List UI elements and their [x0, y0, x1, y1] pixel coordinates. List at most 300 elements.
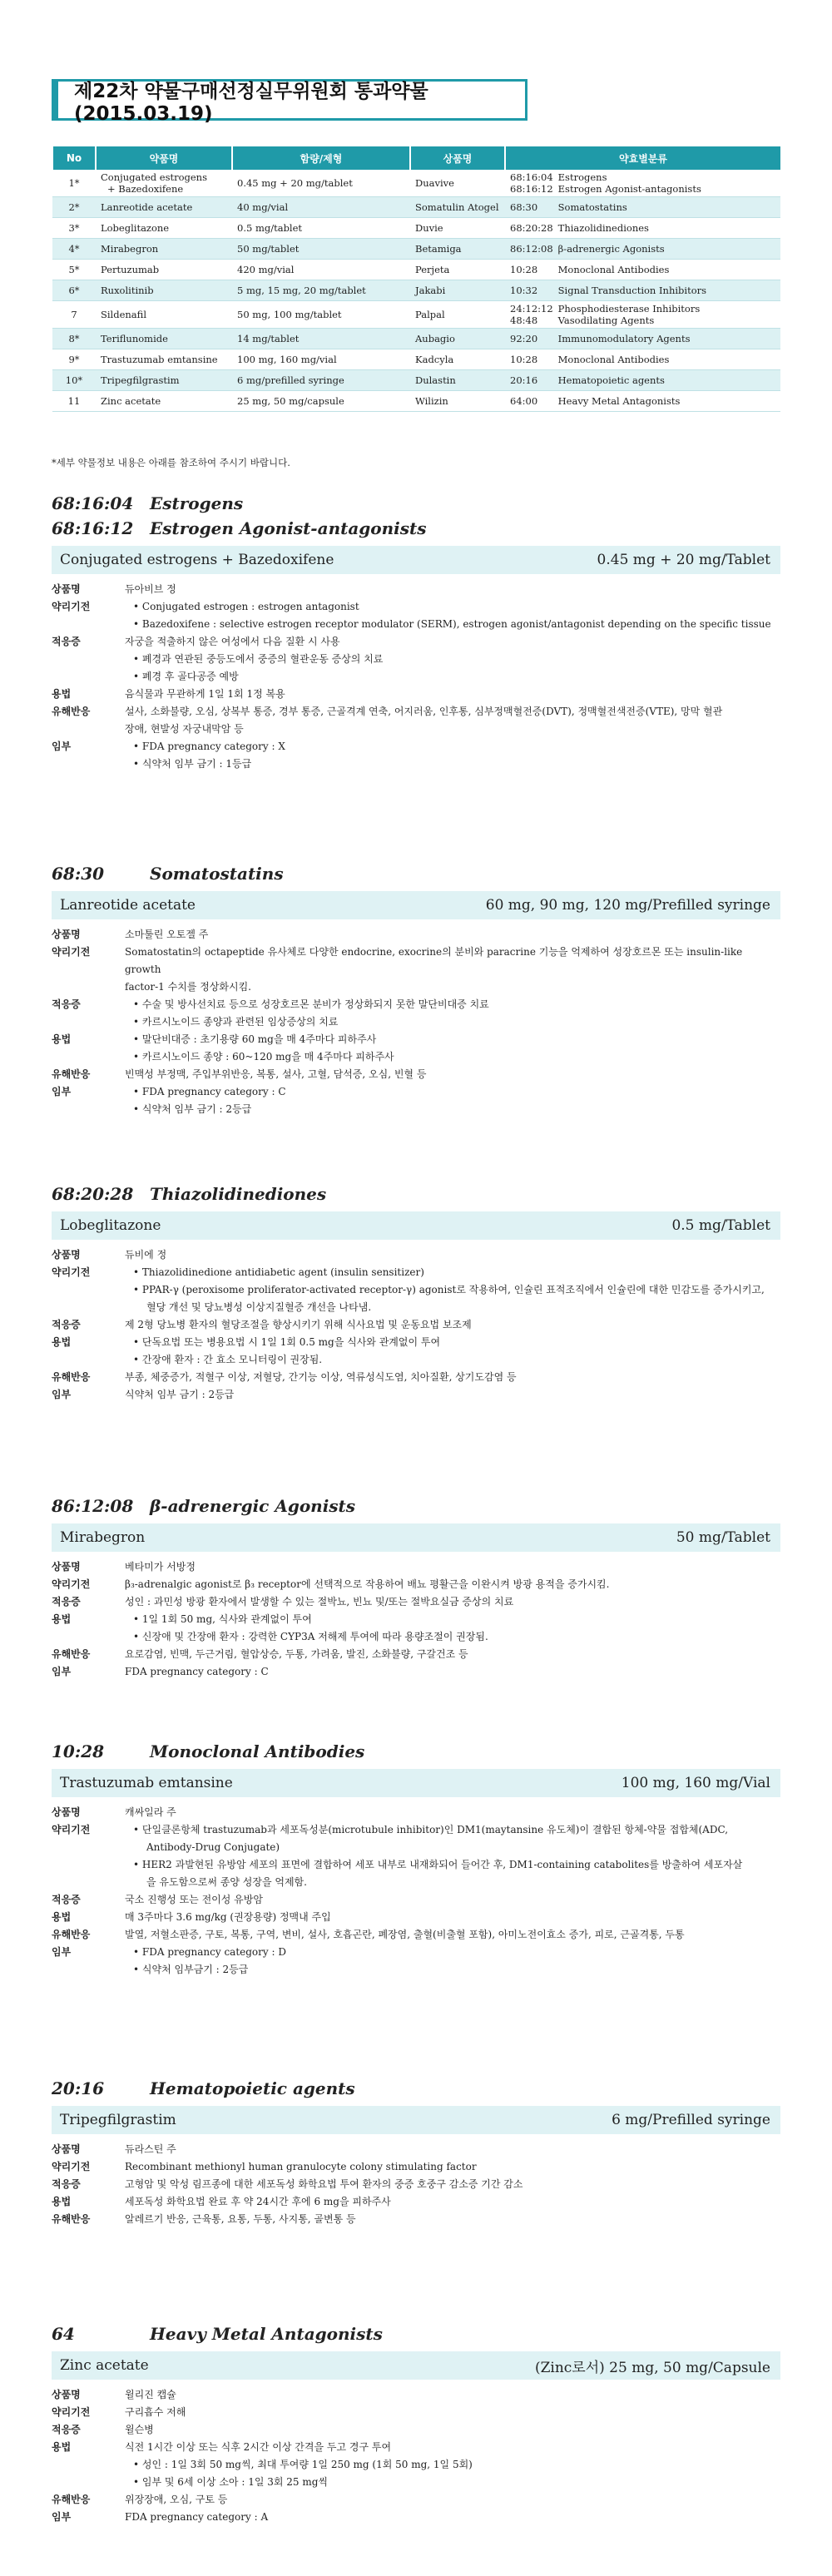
info-value [125, 1031, 780, 1066]
class-name: Monoclonal Antibodies [150, 1741, 365, 1761]
cell-strength: 0.45 mg + 20 mg/tablet [232, 170, 410, 197]
cell-class-name [553, 170, 780, 197]
drug-section [52, 1739, 780, 1979]
cell-brand: Jakabi [410, 280, 505, 301]
class-code: 48:48 [510, 315, 538, 326]
cell-brand: Duvie [410, 218, 505, 239]
info-row [52, 1944, 780, 1979]
info-line: 장애, 현발성 자궁내막암 등 [125, 723, 244, 735]
info-value [125, 1909, 780, 1926]
info-row [52, 1891, 780, 1909]
drug-name-line: Conjugated estrogens [101, 171, 207, 183]
drug-strength: (Zinc로서) 25 mg, 50 mg/Capsule [534, 2359, 770, 2376]
info-row [52, 1646, 780, 1663]
info-value [125, 1264, 780, 1316]
cell-brand: Palpal [410, 301, 505, 329]
info-label: 임부 [52, 1086, 72, 1097]
table-row [52, 301, 780, 329]
drug-name: Mirabegron [60, 1529, 146, 1546]
table-row [52, 260, 780, 280]
class-name: Monoclonal Antibodies [557, 354, 670, 365]
info-value [125, 1804, 780, 1821]
cell-class-code [505, 239, 553, 260]
info-line: 음식물과 무관하게 1일 1회 1정 복용 [125, 688, 285, 700]
info-label: 용법 [52, 688, 72, 700]
cell-drug-name [96, 218, 232, 239]
info-label: 약리기전 [52, 601, 91, 612]
cell-brand: Duavive [410, 170, 505, 197]
table-header-cell: 약품명 [96, 146, 232, 170]
info-line: 설사, 소화불량, 오심, 상복부 통증, 경부 통증, 근골격계 연축, 어지러움, 인후통, 심부정맥혈전증(DVT), 정맥혈전색전증(VTE), 망막 혈관 [125, 706, 723, 717]
section-heading [52, 861, 780, 886]
cell-no: 1* [52, 170, 96, 197]
info-value [125, 2491, 780, 2509]
drug-section [52, 1494, 780, 1681]
drug-section [52, 1181, 780, 1404]
table-row [52, 349, 780, 370]
section-heading [52, 491, 780, 516]
table-row [52, 370, 780, 391]
cell-no: 7 [52, 301, 96, 329]
info-label: 유해반응 [52, 1648, 91, 1660]
info-row [52, 581, 780, 598]
info-line: • 식약처 임부금기 : 2등급 [133, 1964, 249, 1975]
class-name: Somatostatins [150, 864, 284, 884]
drug-name-line: Trastuzumab emtansine [101, 354, 218, 365]
info-line: • 간장애 환자 : 간 효소 모니터링이 권장됨. [133, 1354, 323, 1365]
table-row [52, 280, 780, 301]
drug-bar [52, 1211, 780, 1240]
table-body [52, 170, 780, 412]
drug-name: Lobeglitazone [60, 1217, 161, 1234]
info-value [125, 1646, 780, 1663]
info-label: 약리기전 [52, 1578, 91, 1590]
cell-no: 11 [52, 391, 96, 412]
drug-section [52, 2321, 780, 2526]
cell-class-code [505, 197, 553, 218]
info-line: Recombinant methionyl human granulocyte colony stimulating factor [125, 2161, 477, 2172]
class-code: 10:28 [510, 264, 538, 275]
drug-name-line: Zinc acetate [101, 395, 161, 407]
info-label: 유해반응 [52, 2494, 91, 2505]
info-value [125, 2176, 780, 2193]
info-label: 용법 [52, 2441, 72, 2453]
info-line: • 폐경 후 골다공증 예방 [133, 671, 239, 682]
class-name: Hematopoietic agents [150, 2078, 355, 2098]
info-label: 상품명 [52, 583, 81, 595]
info-line: 듀비에 정 [125, 1249, 167, 1261]
info-label: 임부 [52, 1946, 72, 1958]
info-value [125, 1611, 780, 1646]
info-line: • 임부 및 6세 이상 소아 : 1일 3회 25 mg씩 [133, 2476, 329, 2488]
info-line: 세포독성 화학요법 완료 후 약 24시간 후에 6 mg을 피하주사 [125, 2196, 391, 2207]
cell-class-code [505, 218, 553, 239]
info-value [125, 926, 780, 944]
class-name: Somatostatins [557, 201, 627, 213]
cell-class-name [553, 391, 780, 412]
class-name: Thiazolidinediones [150, 1184, 327, 1204]
info-value [125, 2439, 780, 2491]
info-value [125, 944, 780, 996]
class-name: Vasodilating Agents [557, 315, 655, 326]
cell-class-name [553, 370, 780, 391]
info-label: 유해반응 [52, 706, 91, 717]
class-code: 24:12:12 [510, 303, 553, 315]
info-label: 상품명 [52, 2389, 81, 2400]
info-line: • 카르시노이드 종양과 관련된 임상증상의 치료 [133, 1016, 339, 1028]
cell-class-code [505, 391, 553, 412]
info-value [125, 1891, 780, 1909]
drug-section [52, 861, 780, 1118]
info-row [52, 1821, 780, 1891]
class-name: Hematopoietic agents [557, 374, 665, 386]
info-line: • FDA pregnancy category : D [133, 1946, 286, 1958]
class-code: 68:16:04 [510, 171, 553, 183]
info-value [125, 2141, 780, 2158]
cell-class-name [553, 280, 780, 301]
info-line: 고형암 및 악성 림프종에 대한 세포독성 화학요법 투여 환자의 중증 호중구 감소증 기간 감소 [125, 2178, 523, 2190]
class-code: 92:20 [510, 333, 538, 344]
info-line: • 단일클론항체 trastuzumab과 세포독성분(microtubule inhibitor)인 DM1(maytansine 유도체)이 결합된 항체-약물 접합체(ADC, [133, 1824, 729, 1835]
drug-name: Lanreotide acetate [60, 897, 196, 914]
info-line: • 1일 1회 50 mg, 식사와 관계없이 투여 [133, 1613, 312, 1625]
info-row [52, 2176, 780, 2193]
info-line: Somatostatin의 octapeptide 유사체로 다양한 endocrine, exocrine의 분비와 paracrine 기능을 억제하여 성장호르몬 또는 insulin-like growth [125, 946, 743, 975]
section-heading [52, 2321, 780, 2346]
info-label: 상품명 [52, 929, 81, 940]
info-label: 임부 [52, 2511, 72, 2523]
class-name: Heavy Metal Antagonists [557, 395, 681, 407]
cell-strength: 100 mg, 160 mg/vial [232, 349, 410, 370]
cell-class-name [553, 301, 780, 329]
info-row [52, 926, 780, 944]
info-line: 윌슨병 [125, 2424, 154, 2435]
info-line: • 성인 : 1일 3회 50 mg씩, 최대 투여량 1일 250 mg (1회 50 mg, 1일 5회) [133, 2459, 473, 2470]
class-name: Heavy Metal Antagonists [150, 2324, 383, 2344]
table-row [52, 329, 780, 349]
cell-no: 4* [52, 239, 96, 260]
info-label: 약리기전 [52, 946, 91, 958]
info-row [52, 2158, 780, 2176]
cell-class-code [505, 349, 553, 370]
cell-drug-name [96, 329, 232, 349]
info-line: • 식약처 임부 금기 : 2등급 [133, 1103, 252, 1115]
info-row [52, 1804, 780, 1821]
info-value [125, 1558, 780, 1576]
info-value [125, 1386, 780, 1404]
info-value [125, 2193, 780, 2211]
drug-section [52, 2076, 780, 2228]
drug-bar [52, 546, 780, 574]
info-label: 용법 [52, 1911, 72, 1923]
info-row [52, 2193, 780, 2211]
class-code: 68:16:12 [52, 518, 134, 538]
info-label: 임부 [52, 741, 72, 752]
cell-no: 6* [52, 280, 96, 301]
class-name: Signal Transduction Inhibitors [557, 285, 707, 296]
info-row [52, 1083, 780, 1118]
cell-no: 8* [52, 329, 96, 349]
info-line: • 신장애 및 간장애 환자 : 강력한 CYP3A 저해제 투여에 따라 용량조절이 권장됨. [133, 1631, 488, 1642]
drug-strength: 100 mg, 160 mg/Vial [621, 1775, 770, 1791]
drug-bar [52, 2351, 780, 2380]
info-row [52, 996, 780, 1031]
info-row [52, 686, 780, 703]
drug-name: Zinc acetate [60, 2357, 149, 2374]
info-row [52, 1558, 780, 1576]
cell-no: 2* [52, 197, 96, 218]
info-row [52, 1576, 780, 1593]
drug-name-line: Pertuzumab [101, 264, 160, 275]
info-value [125, 2211, 780, 2228]
info-value [125, 633, 780, 686]
info-line: • 폐경과 연관된 중등도에서 중증의 혈관운동 증상의 치료 [133, 653, 384, 665]
info-line: 부종, 체중증가, 적혈구 이상, 저혈당, 간기능 이상, 역류성식도염, 치아질환, 상기도감염 등 [125, 1371, 517, 1383]
cell-drug-name [96, 170, 232, 197]
class-code: 20:16 [510, 374, 538, 386]
info-row [52, 1246, 780, 1264]
drug-name: Conjugated estrogens + Bazedoxifene [60, 552, 334, 568]
info-value [125, 703, 780, 738]
info-row [52, 2211, 780, 2228]
info-value [125, 996, 780, 1031]
cell-strength: 14 mg/tablet [232, 329, 410, 349]
info-line: • 말단비대증 : 초기용량 60 mg을 매 4주마다 피하주사 [133, 1033, 377, 1045]
info-line: 자궁을 적출하지 않은 여성에서 다음 질환 시 사용 [125, 636, 340, 647]
table-row [52, 239, 780, 260]
info-line: β₃-adrenalgic agonist로 β₃ receptor에 선택적으로 작용하여 배뇨 평활근을 이완시켜 방광 용적을 증가시킴. [125, 1578, 610, 1590]
section-heading [52, 2076, 780, 2101]
info-line: 캐싸일라 주 [125, 1806, 176, 1818]
info-line: • Thiazolidinedione antidiabetic agent (insulin sensitizer) [133, 1266, 424, 1278]
info-line: 발열, 저혈소판증, 구토, 복통, 구역, 변비, 설사, 호흡곤란, 폐장염, 출혈(비출혈 포함), 아미노전이효소 증가, 피로, 근골격통, 두통 [125, 1929, 685, 1940]
info-line: • 단독요법 또는 병용요법 시 1일 1회 0.5 mg을 식사와 관계없이 투여 [133, 1336, 441, 1348]
info-value [125, 598, 780, 633]
info-label: 용법 [52, 1613, 72, 1625]
cell-class-code [505, 370, 553, 391]
info-row [52, 2439, 780, 2491]
info-row [52, 2386, 780, 2404]
info-line: • Conjugated estrogen : estrogen antagonist [133, 601, 359, 612]
drug-name-line: Ruxolitinib [101, 285, 154, 296]
cell-class-name [553, 239, 780, 260]
drug-strength: 50 mg/Tablet [676, 1529, 770, 1546]
cell-drug-name [96, 197, 232, 218]
drug-name-line: Teriflunomide [101, 333, 168, 344]
info-row [52, 1369, 780, 1386]
cell-class-name [553, 218, 780, 239]
info-line: • HER2 과발현된 유방암 세포의 표면에 결합하여 세포 내부로 내재화되어 들어간 후, DM1-containing catabolites를 방출하여 세포자살 [133, 1859, 743, 1870]
page-title: 제22차 약물구매선정실무위원회 통과약물 (2015.03.19) [74, 80, 428, 125]
cell-brand: Aubagio [410, 329, 505, 349]
info-label: 유해반응 [52, 1068, 91, 1080]
info-value [125, 1246, 780, 1264]
cell-strength: 40 mg/vial [232, 197, 410, 218]
page-title-box [52, 79, 527, 125]
info-label: 약리기전 [52, 2406, 91, 2418]
cell-brand: Kadcyla [410, 349, 505, 370]
info-row [52, 1386, 780, 1404]
cell-strength: 0.5 mg/tablet [232, 218, 410, 239]
info-line: • 식약처 임부 금기 : 1등급 [133, 758, 252, 770]
cell-drug-name [96, 260, 232, 280]
class-code: 20:16 [52, 2078, 105, 2098]
info-value [125, 1944, 780, 1979]
info-row [52, 1066, 780, 1083]
class-code: 86:12:08 [510, 243, 553, 255]
table-header-cell: No [52, 146, 96, 170]
info-value [125, 1593, 780, 1611]
info-line: • 수술 및 방사선치료 등으로 성장호르몬 분비가 정상화되지 못한 말단비대증 치료 [133, 998, 489, 1010]
cell-no: 3* [52, 218, 96, 239]
info-value [125, 1576, 780, 1593]
class-code: 10:28 [52, 1741, 105, 1761]
info-line: 듀라스틴 주 [125, 2143, 176, 2155]
info-line: 식약처 임부 금기 : 2등급 [125, 1389, 235, 1400]
info-value [125, 686, 780, 703]
info-line: • 카르시노이드 종양 : 60~120 mg을 매 4주마다 피하주사 [133, 1051, 394, 1063]
info-line: 혈당 개선 및 당뇨병성 이상지질혈증 개선을 나타냄. [146, 1301, 372, 1313]
class-name: Phosphodiesterase Inhibitors [557, 303, 701, 315]
info-line: factor-1 수치를 정상화시킴. [125, 981, 251, 993]
info-label: 약리기전 [52, 1824, 91, 1835]
drug-name-line: Lanreotide acetate [101, 201, 193, 213]
info-label: 적응증 [52, 1319, 81, 1330]
info-row [52, 1909, 780, 1926]
cell-drug-name [96, 301, 232, 329]
cell-drug-name [96, 370, 232, 391]
cell-no: 5* [52, 260, 96, 280]
info-line: • PPAR-γ (peroxisome proliferator-activated receptor-γ) agonist로 작용하여, 인슐린 표적조직에서 인슐린에 대한 민감도를 증가시키고, [133, 1284, 765, 1295]
class-name: Immunomodulatory Agents [557, 333, 691, 344]
info-row [52, 2421, 780, 2439]
cell-no: 10* [52, 370, 96, 391]
info-row [52, 1031, 780, 1066]
info-row [52, 2404, 780, 2421]
info-label: 유해반응 [52, 1371, 91, 1383]
info-line: 알레르기 반응, 근육통, 요통, 두통, 사지통, 골변통 등 [125, 2213, 356, 2225]
info-label: 유해반응 [52, 1929, 91, 1940]
class-name: Estrogens [557, 171, 607, 183]
info-value [125, 2386, 780, 2404]
info-line: FDA pregnancy category : A [125, 2511, 269, 2523]
class-code: 64:00 [510, 395, 538, 407]
drug-name-line: Lobeglitazone [101, 222, 170, 234]
cell-drug-name [96, 349, 232, 370]
info-row [52, 944, 780, 996]
info-label: 약리기전 [52, 1266, 91, 1278]
footnote: *세부 약물정보 내용은 아래를 참조하여 주시기 바랍니다. [52, 457, 290, 468]
drug-name: Trastuzumab emtansine [60, 1775, 233, 1791]
info-value [125, 1926, 780, 1944]
info-label: 약리기전 [52, 2161, 91, 2172]
info-value [125, 2404, 780, 2421]
table-header-cell: 함량/제형 [232, 146, 410, 170]
info-label: 상품명 [52, 2143, 81, 2155]
cell-drug-name [96, 280, 232, 301]
info-row [52, 1593, 780, 1611]
summary-table [52, 146, 780, 412]
drug-bar [52, 2106, 780, 2134]
class-code: 68:30 [52, 864, 105, 884]
class-code: 68:16:12 [510, 183, 553, 195]
info-line: FDA pregnancy category : C [125, 1666, 269, 1677]
info-row [52, 1264, 780, 1316]
info-value [125, 738, 780, 773]
cell-strength: 25 mg, 50 mg/capsule [232, 391, 410, 412]
info-value [125, 2509, 780, 2526]
cell-class-name [553, 197, 780, 218]
info-value [125, 2421, 780, 2439]
class-code: 10:28 [510, 354, 538, 365]
table-header-row [52, 146, 780, 170]
drug-strength: 6 mg/Prefilled syringe [612, 2112, 770, 2128]
table-row [52, 218, 780, 239]
drug-strength: 0.5 mg/Tablet [671, 1217, 770, 1234]
class-name: Estrogen Agonist-antagonists [150, 518, 427, 538]
class-code: 68:30 [510, 201, 538, 213]
info-line: 구리흡수 저해 [125, 2406, 186, 2418]
cell-brand: Somatulin Atogel [410, 197, 505, 218]
info-line: 국소 진행성 또는 전이성 유방암 [125, 1894, 263, 1905]
info-label: 적응증 [52, 2178, 81, 2190]
info-value [125, 1334, 780, 1369]
info-row [52, 1316, 780, 1334]
class-name: Estrogens [150, 493, 244, 513]
info-row [52, 2141, 780, 2158]
info-value [125, 1821, 780, 1891]
class-name: Monoclonal Antibodies [557, 264, 670, 275]
cell-class-name [553, 349, 780, 370]
info-line: 성인 : 과민성 방광 환자에서 발생할 수 있는 절박뇨, 빈뇨 및/또는 절박요실금 증상의 치료 [125, 1596, 514, 1608]
info-line: 윌리진 캡슐 [125, 2389, 176, 2400]
info-line: • Bazedoxifene : selective estrogen receptor modulator (SERM), estrogen agonist/antagonist depending on the specific tissue [133, 618, 771, 630]
class-code: 10:32 [510, 285, 538, 296]
table-header-cell: 상품명 [410, 146, 505, 170]
drug-name: Tripegfilgrastim [60, 2112, 176, 2128]
drug-name-line: Mirabegron [101, 243, 159, 255]
info-line: 베타미가 서방정 [125, 1561, 196, 1573]
info-value [125, 1066, 780, 1083]
info-row [52, 633, 780, 686]
info-row [52, 1334, 780, 1369]
class-name: β-adrenergic Agonists [150, 1496, 356, 1516]
class-code: 68:20:28 [52, 1184, 134, 1204]
info-label: 상품명 [52, 1249, 81, 1261]
cell-strength: 50 mg/tablet [232, 239, 410, 260]
cell-class-code [505, 329, 553, 349]
info-value [125, 581, 780, 598]
section-heading [52, 1494, 780, 1518]
info-row [52, 2509, 780, 2526]
info-label: 상품명 [52, 1561, 81, 1573]
table-row [52, 197, 780, 218]
table-header-cell: 약효별분류 [505, 146, 780, 170]
drug-name-line: + Bazedoxifene [107, 183, 184, 195]
cell-class-name [553, 260, 780, 280]
cell-strength: 50 mg, 100 mg/tablet [232, 301, 410, 329]
cell-drug-name [96, 239, 232, 260]
info-label: 적응증 [52, 998, 81, 1010]
drug-strength: 60 mg, 90 mg, 120 mg/Prefilled syringe [485, 897, 770, 914]
info-row [52, 1926, 780, 1944]
drug-bar [52, 891, 780, 919]
table-row [52, 170, 780, 197]
section-heading [52, 1739, 780, 1764]
info-value [125, 1369, 780, 1386]
info-line: 매 3주마다 3.6 mg/kg (권장용량) 정맥내 주입 [125, 1911, 331, 1923]
info-value [125, 1316, 780, 1334]
